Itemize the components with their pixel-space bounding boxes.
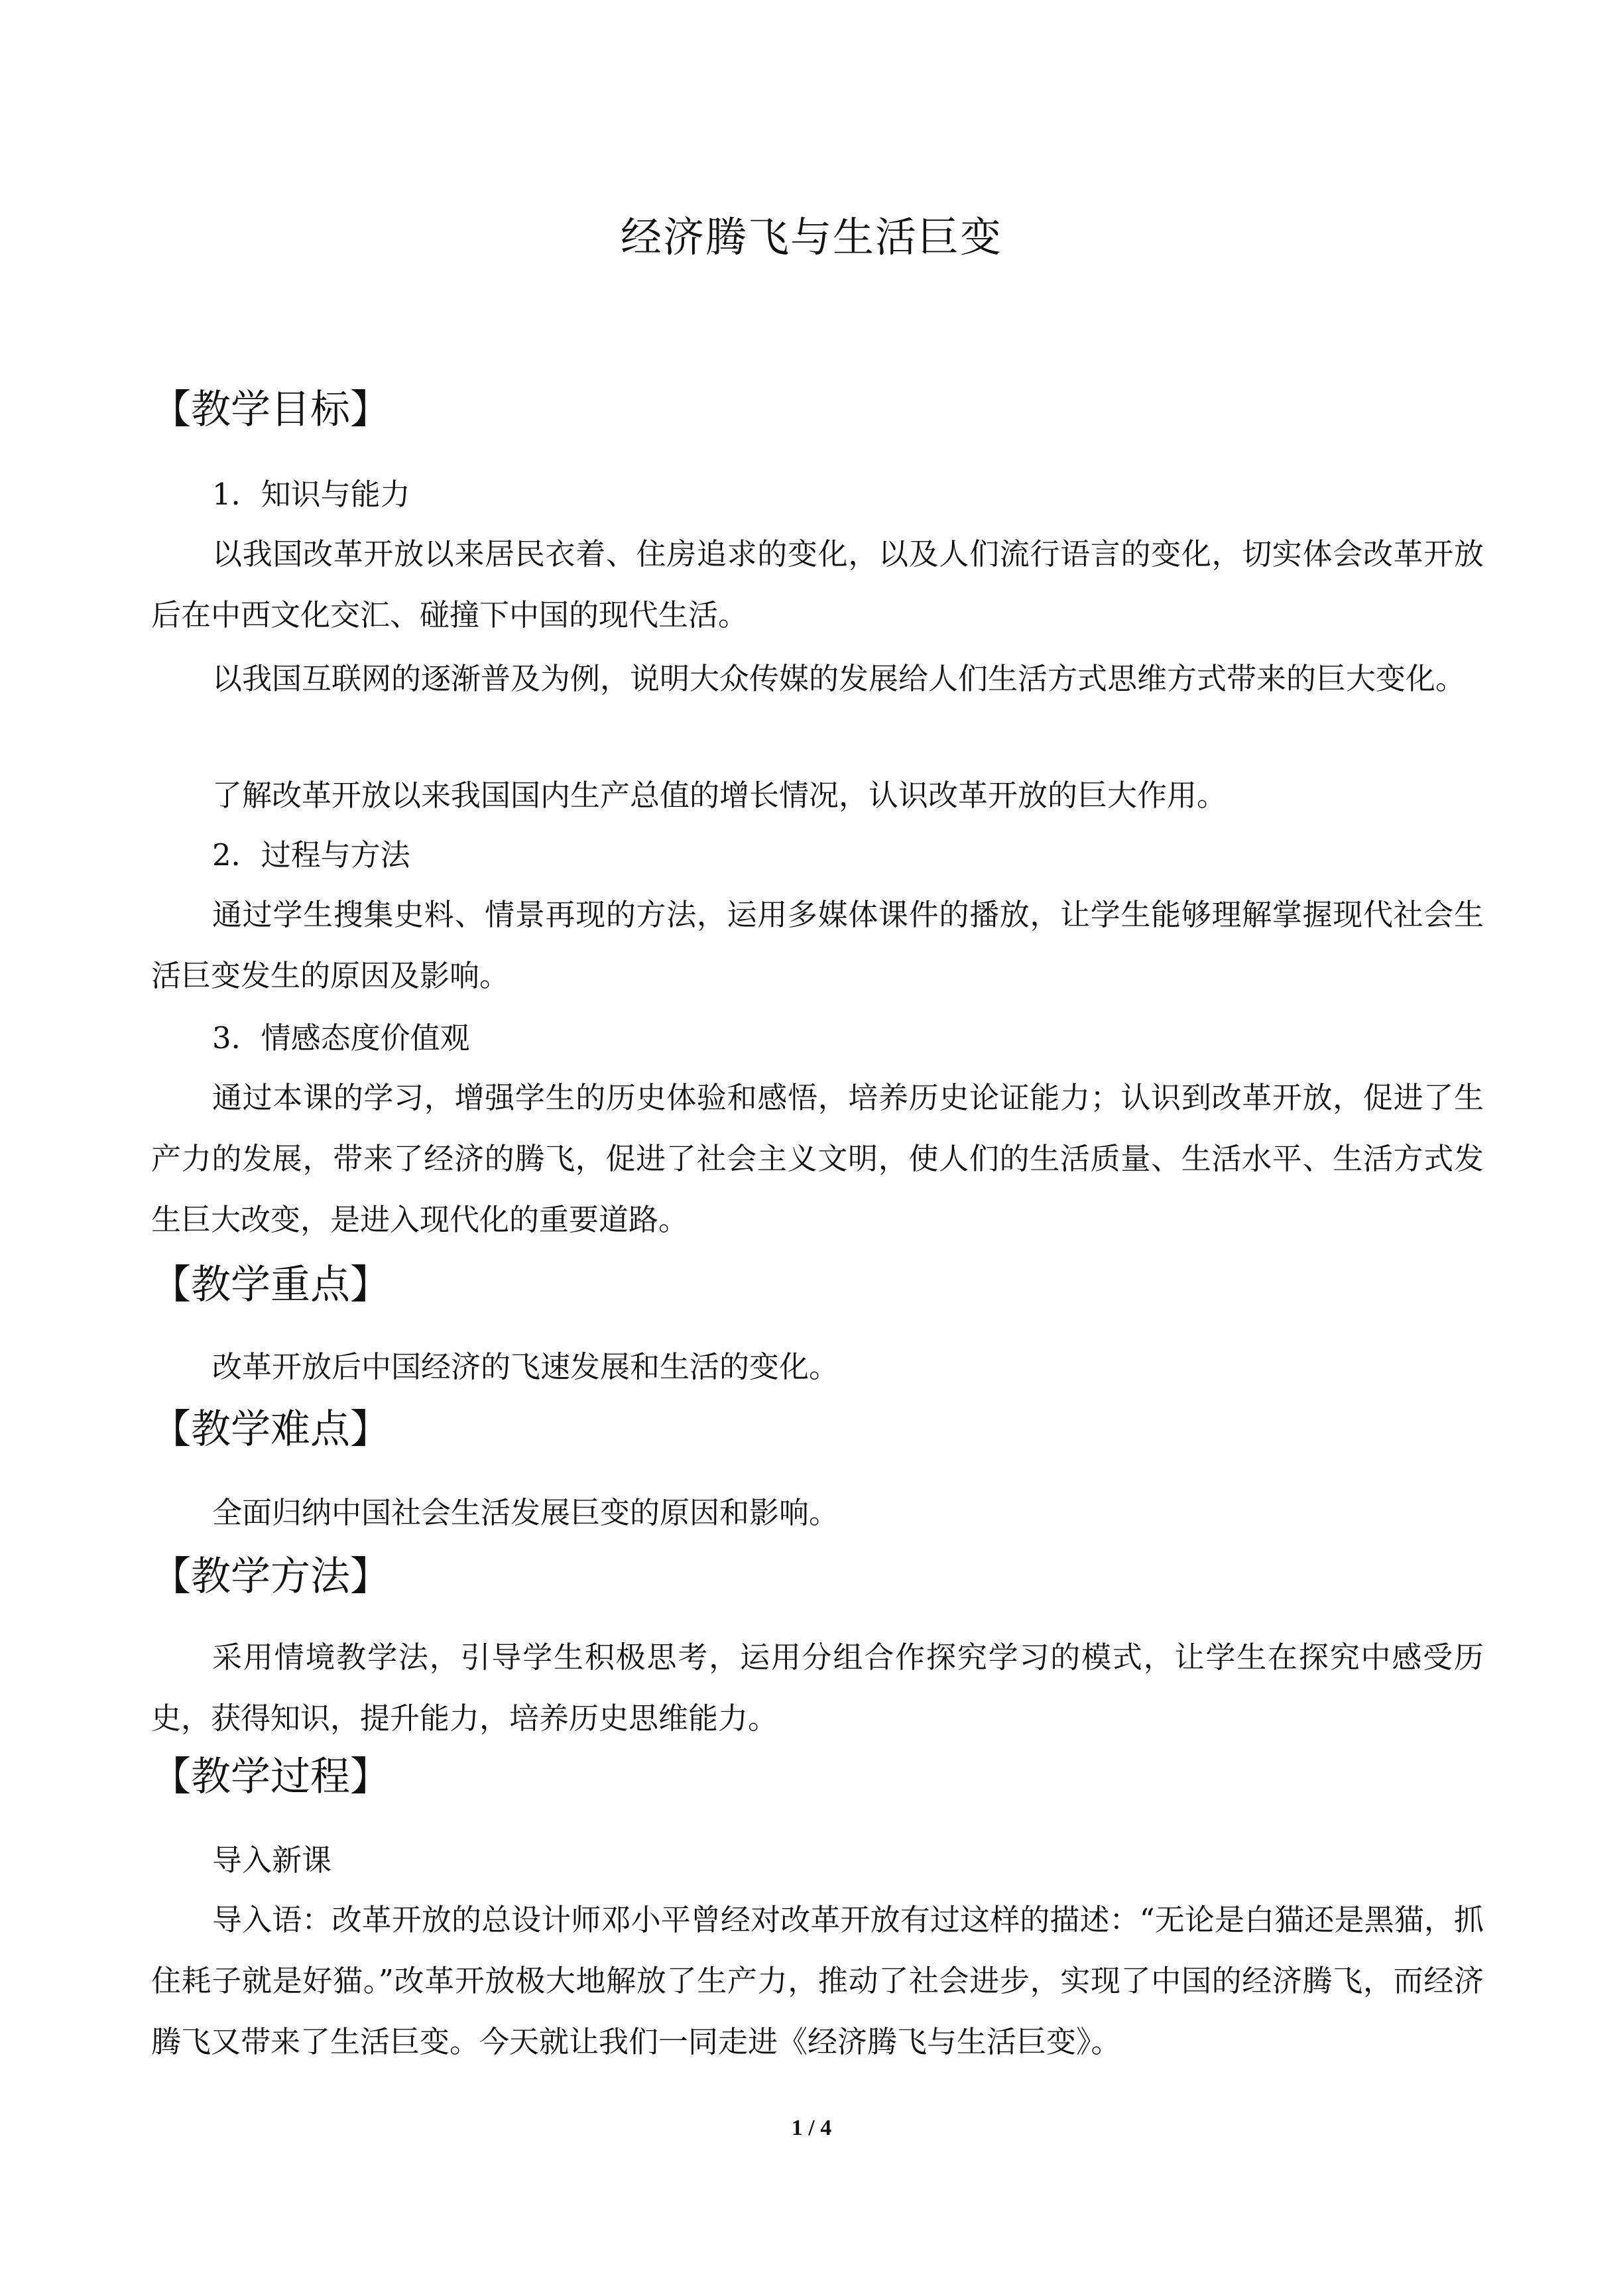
paragraph-knowledge-1: 以我国改革开放以来居民衣着、住房追求的变化，以及人们流行语言的变化，切实体会改革开放后在中西文化交汇、碰撞下中国的现代生活。	[151, 536, 1484, 633]
subheading-process-method: 2．过程与方法	[212, 837, 410, 873]
paragraph-intro: 导入语：改革开放的总设计师邓小平曾经对改革开放有过这样的描述：“无论是白猫还是黑猫，抓住耗子就是好猫。”改革开放极大地解放了生产力，推动了社会进步，实现了中国的经济腾飞，而经济腾飞又带来了生活巨变。今天就让我们一同走进《经济腾飞与生活巨变》。	[151, 1902, 1484, 2059]
paragraph-knowledge-2: 以我国互联网的逐渐普及为例，说明大众传媒的发展给人们生活方式思维方式带来的巨大变化。	[212, 661, 1466, 696]
section-heading-goals: 【教学目标】	[151, 387, 390, 433]
paragraph-methods: 采用情境教学法，引导学生积极思考，运用分组合作探究学习的模式，让学生在探究中感受历史，获得知识，提升能力，培养历史思维能力。	[151, 1640, 1484, 1736]
paragraph-knowledge-3: 了解改革开放以来我国国内生产总值的增长情况，认识改革开放的巨大作用。	[212, 778, 1227, 813]
section-heading-difficulties: 【教学难点】	[151, 1406, 390, 1453]
paragraph-difficulties: 全面归纳中国社会生活发展巨变的原因和影响。	[212, 1495, 839, 1530]
page-number: 1 / 4	[791, 2116, 832, 2140]
subheading-values: 3．情感态度价值观	[212, 1020, 470, 1056]
paragraph-key-points: 改革开放后中国经济的飞速发展和生活的变化。	[212, 1349, 839, 1384]
subheading-intro: 导入新课	[212, 1843, 332, 1878]
paragraph-process-method: 通过学生搜集史料、情景再现的方法，运用多媒体课件的播放，让学生能够理解掌握现代社会生活巨变发生的原因及影响。	[151, 897, 1484, 993]
section-heading-methods: 【教学方法】	[151, 1553, 390, 1600]
subheading-knowledge: 1．知识与能力	[212, 477, 410, 512]
document-title: 经济腾飞与生活巨变	[620, 213, 1002, 261]
paragraph-values: 通过本课的学习，增强学生的历史体验和感悟，培养历史论证能力；认识到改革开放，促进了生产力的发展，带来了经济的腾飞，促进了社会主义文明，使人们的生活质量、生活水平、生活方式发生巨大改变，是进入现代化的重要道路。	[151, 1080, 1484, 1237]
section-heading-process: 【教学过程】	[151, 1754, 390, 1800]
section-heading-key-points: 【教学重点】	[151, 1262, 390, 1308]
